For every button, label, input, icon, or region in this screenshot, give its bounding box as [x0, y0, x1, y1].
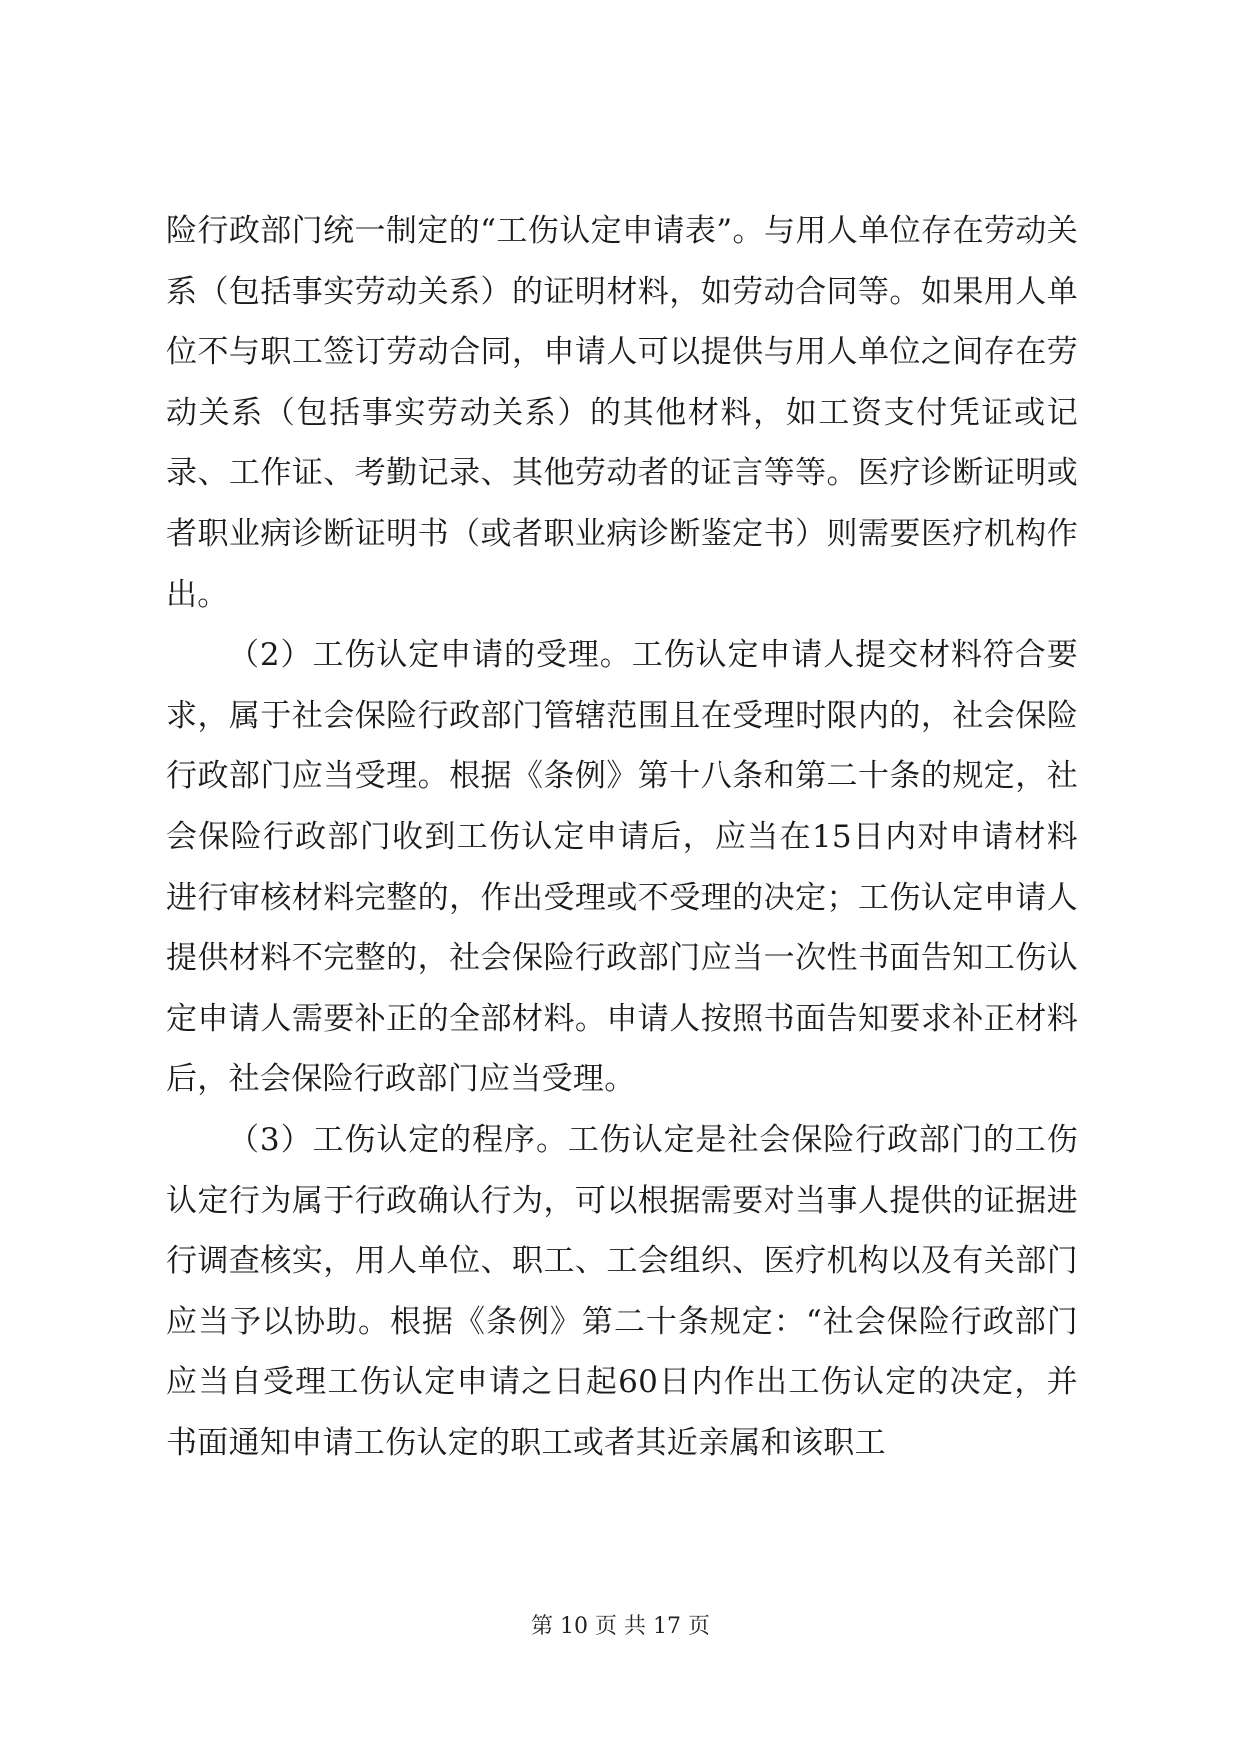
- paragraph-procedure: （3）工伤认定的程序。工伤认定是社会保险行政部门的工伤认定行为属于行政确认行为，可以根据需要对当事人提供的证据进行调查核实，用人单位、职工、工会组织、医疗机构以及有关部门应当予以协助。根据《条例》第二十条规定：“社会保险行政部门应当自受理工伤认定申请之日起60日内作出工伤认定的决定，并书面通知申请工伤认定的职工或者其近亲属和该职工: [166, 1121, 1078, 1461]
- paragraph-acceptance: （2）工伤认定申请的受理。工伤认定申请人提交材料符合要求，属于社会保险行政部门管辖范围且在受理时限内的，社会保险行政部门应当受理。根据《条例》第十八条和第二十条的规定，社会保险行政部门收到工伤认定申请后，应当在15日内对申请材料进行审核材料完整的，作出受理或不受理的决定；工伤认定申请人提供材料不完整的，社会保险行政部门应当一次性书面告知工伤认定申请人需要补正的全部材料。申请人按照书面告知要求补正材料后，社会保险行政部门应当受理。: [166, 637, 1078, 1098]
- paragraph-continuation: 险行政部门统一制定的“工伤认定申请表”。与用人单位存在劳动关系（包括事实劳动关系）的证明材料，如劳动合同等。如果用人单位不与职工签订劳动合同，申请人可以提供与用人单位之间存在劳动关系（包括事实劳动关系）的其他材料，如工资支付凭证或记录、工作证、考勤记录、其他劳动者的证言等等。医疗诊断证明或者职业病诊断证明书（或者职业病诊断鉴定书）则需要医疗机构作出。: [166, 213, 1078, 613]
- document-body: [166, 201, 1078, 1473]
- page-footer: 第 10 页 共 17 页: [531, 1614, 710, 1639]
